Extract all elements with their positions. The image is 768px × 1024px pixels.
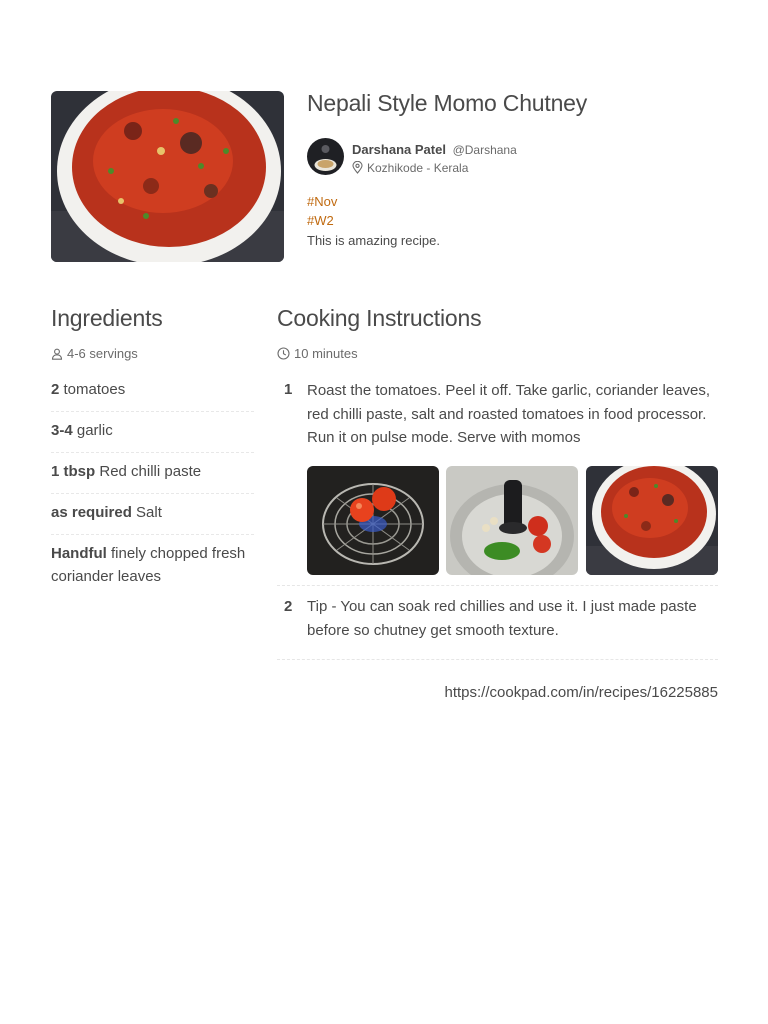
step-divider: [277, 659, 718, 660]
recipe-title: Nepali Style Momo Chutney: [307, 90, 588, 116]
ingredient-item: [51, 499, 254, 535]
author-name[interactable]: Darshana Patel: [352, 142, 446, 157]
servings-text: 4-6 servings: [67, 346, 138, 361]
source-url[interactable]: https://cookpad.com/in/recipes/16225885: [444, 684, 718, 701]
step-divider: [277, 585, 718, 586]
ingredient-item: [51, 417, 254, 453]
step-number: 1: [284, 381, 293, 398]
step-photo-tomatoes[interactable]: [307, 466, 439, 575]
person-icon: [51, 348, 63, 360]
author-handle: @Darshana: [452, 143, 517, 157]
author-avatar[interactable]: [307, 138, 344, 175]
cook-time: [277, 346, 358, 361]
ingredient-qty: 3-4: [51, 422, 73, 439]
location-text: Kozhikode - Kerala: [367, 161, 469, 175]
ingredient-item: [51, 458, 254, 494]
ingredient-name: Red chilli paste: [99, 463, 202, 480]
instructions-heading: Cooking Instructions: [277, 305, 482, 331]
step-text: Tip - You can soak red chillies and use it. I just made paste before so chutney get smooth texture.: [307, 598, 697, 639]
ingredient-qty: Handful: [51, 545, 107, 562]
ingredient-name: tomatoes: [63, 381, 126, 398]
ingredient-name: garlic: [76, 422, 113, 439]
ingredient-qty: 2: [51, 381, 60, 398]
cook-time-text: 10 minutes: [294, 346, 358, 361]
servings: [51, 346, 138, 361]
recipe-story: This is amazing recipe.: [307, 233, 440, 248]
ingredient-name: finely chopped fresh coriander leaves: [51, 545, 246, 585]
location-pin-icon: [352, 161, 363, 174]
ingredient-name: Salt: [136, 504, 162, 521]
ingredients-list: [51, 376, 254, 603]
step-number: 2: [284, 598, 293, 615]
author-line: [352, 142, 517, 157]
clock-icon: [277, 347, 290, 360]
author-location: [352, 161, 468, 175]
step-photo-chutney[interactable]: [586, 466, 718, 575]
ingredient-qty: 1 tbsp: [51, 463, 96, 480]
hashtag[interactable]: #Nov: [307, 194, 338, 209]
ingredients-heading: Ingredients: [51, 305, 163, 331]
ingredient-item: [51, 376, 254, 412]
hashtag[interactable]: #W2: [307, 213, 334, 228]
ingredient-qty: as required: [51, 504, 132, 521]
recipe-photo: [51, 91, 284, 262]
ingredient-item: [51, 540, 254, 598]
step-text: Roast the tomatoes. Peel it off. Take garlic, coriander leaves, red chilli paste, salt and roasted tomatoes in food processor. Run it on pulse mode. Serve with momos: [307, 382, 710, 446]
step-photo-food-processor[interactable]: [446, 466, 578, 575]
